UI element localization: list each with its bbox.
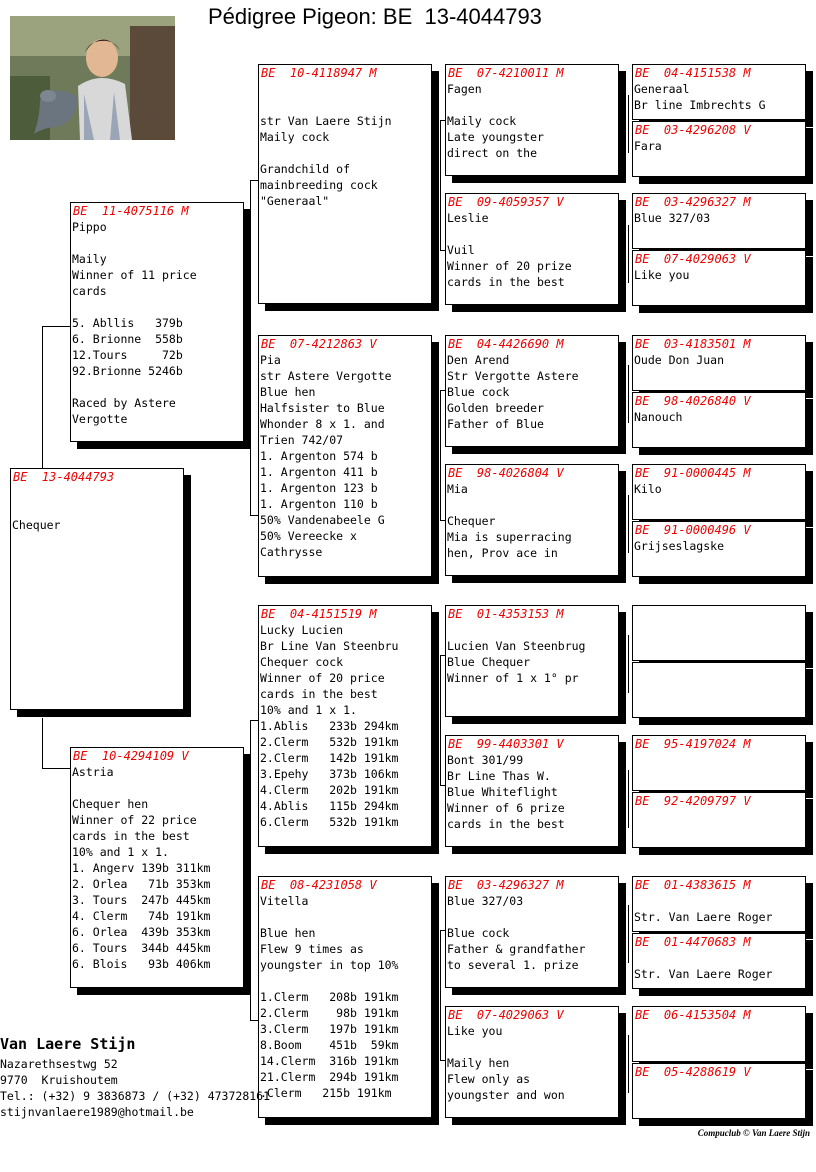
pigeon-card-gen3-4[interactable] [445, 464, 619, 576]
connector [628, 770, 629, 828]
note-line: cards in the best [260, 687, 378, 701]
note-line: mainbreeding cock [260, 178, 378, 192]
note-line: Maily cock [260, 130, 330, 144]
note-line [260, 145, 431, 161]
pigeon-notes [633, 210, 805, 226]
note-line: Father & grandfather [447, 942, 586, 956]
ring-number: BE 09-4059357 V [448, 195, 564, 209]
note-line: Blue cock [447, 926, 510, 940]
pigeon-notes [446, 1023, 618, 1103]
connector [440, 390, 441, 520]
ring-number: BE 07-4029063 V [448, 1008, 564, 1022]
pigeon-notes [633, 481, 805, 497]
connector [250, 180, 251, 515]
note-line: 6. Brionne 558b [72, 332, 183, 346]
note-line [634, 893, 805, 909]
ring-number: BE 11-4075116 M [73, 204, 189, 218]
pigeon-card-sire-dam[interactable] [258, 335, 432, 577]
note-line: 1. Angerv 139b 311km [72, 861, 211, 875]
note-line: Maily hen [447, 1056, 510, 1070]
ring-number: BE 08-4231058 V [261, 878, 377, 892]
owner-name: Van Laere Stijn [0, 1035, 136, 1053]
ring-number: BE 01-4383615 M [635, 878, 751, 892]
note-line [634, 950, 805, 966]
note-line: 1. Argenton 123 b [260, 481, 378, 495]
note-line [447, 909, 618, 925]
pigeon-card-gen4-3[interactable] [632, 193, 806, 249]
owner-phone: Tel.: (+32) 9 3836873 / (+32) 473728161 [0, 1089, 271, 1103]
note-line [260, 97, 431, 113]
pigeon-card-gen4-1[interactable] [632, 64, 806, 120]
note-line: Str. Van Laere Roger [634, 910, 773, 924]
note-line: Str. Van Laere Roger [634, 967, 773, 981]
note-line: hen, Prov ace in [447, 546, 558, 560]
pigeon-card-gen3-3[interactable] [445, 335, 619, 447]
pigeon-card-gen3-5[interactable] [445, 605, 619, 717]
note-line: Astria [72, 765, 114, 779]
ring-number: BE 10-4294109 V [73, 749, 189, 763]
ring-number [633, 663, 805, 679]
note-line: Winner of 6 prize [447, 801, 565, 815]
note-line: Chequer [447, 514, 496, 528]
pigeon-card-gen3-2[interactable] [445, 193, 619, 305]
note-line [447, 226, 618, 242]
pigeon-card-gen3-6[interactable] [445, 735, 619, 847]
note-line: 12.Tours 72b [72, 348, 183, 362]
note-line: Leslie [447, 211, 489, 225]
ring-number: BE 95-4197024 M [635, 737, 751, 751]
note-line: 2.Clerm 142b 191km [260, 751, 399, 765]
note-line: Flew only as [447, 1072, 531, 1086]
pigeon-notes [633, 81, 805, 113]
pigeon-card-subject[interactable] [10, 468, 184, 710]
note-line: 2.Clerm 98b 191km [260, 1006, 399, 1020]
pigeon-notes [71, 219, 243, 427]
note-line: 2.Clerm 532b 191km [260, 735, 399, 749]
note-line: Fagen [447, 82, 482, 96]
note-line: 21.Clerm 294b 191km [260, 1070, 399, 1084]
note-line: Fara [634, 139, 662, 153]
pigeon-notes [633, 950, 805, 982]
note-line: Blue 327/03 [447, 894, 524, 908]
note-line: Maily [72, 252, 107, 266]
note-line: cards in the best [447, 275, 565, 289]
note-line: Like you [634, 268, 690, 282]
note-line: youngster in top 10% [260, 958, 399, 972]
note-line: Blue hen [260, 926, 316, 940]
note-line: direct on the [447, 146, 538, 160]
connector [628, 1035, 629, 1093]
note-line: Halfsister to Blue [260, 401, 385, 415]
note-line [447, 497, 618, 513]
note-line: Winner of 1 x 1° pr [447, 671, 579, 685]
note-line [447, 1039, 618, 1055]
ring-number: BE 03-4296327 M [635, 195, 751, 209]
note-line: 1.Ablis 233b 294km [260, 719, 399, 733]
pigeon-card-gen4-5[interactable] [632, 335, 806, 391]
note-line: Whonder 8 x 1. and [260, 417, 385, 431]
connector [628, 225, 629, 283]
ring-number: BE 10-4118947 M [261, 66, 377, 80]
owner-city: 9770 Kruishoutem [0, 1073, 118, 1087]
connector [628, 635, 629, 693]
pigeon-card-gen4-13[interactable] [632, 876, 806, 932]
pigeon-notes [446, 752, 618, 832]
note-line [260, 909, 431, 925]
note-line: Lucien Van Steenbrug [447, 639, 586, 653]
note-line: 1. Argenton 110 b [260, 497, 378, 511]
note-line: Trien 742/07 [260, 433, 344, 447]
note-line: 92.Brionne 5246b [72, 364, 183, 378]
note-line [72, 299, 243, 315]
note-line: 5. Abllis 379b [72, 316, 183, 330]
note-line: 6. Blois 93b 406km [72, 957, 211, 971]
note-line: Chequer cock [260, 655, 344, 669]
ring-number [633, 606, 805, 622]
pigeon-card-dam-dam[interactable] [258, 876, 432, 1118]
note-line: 3.Epehy 373b 106km [260, 767, 399, 781]
note-line: Winner of 20 prize [447, 259, 572, 273]
note-line: Chequer [12, 518, 61, 532]
note-line: Kilo [634, 482, 662, 496]
note-line: 6. Tours 344b 445km [72, 941, 211, 955]
note-line: 50% Vandenabeele G [260, 513, 385, 527]
page-title: Pédigree Pigeon: BE 13-4044793 [208, 4, 542, 29]
note-line: Raced by Astere [72, 396, 176, 410]
pigeon-card-sire[interactable] [70, 202, 244, 442]
owner-email[interactable]: stijnvanlaere1989@hotmail.be [0, 1105, 194, 1119]
ring-number: BE 04-4151538 M [635, 66, 751, 80]
pigeon-card-gen4-9[interactable] [632, 605, 806, 661]
note-line: 10% and 1 x 1. [72, 845, 169, 859]
ring-number: BE 13-4044793 [13, 470, 115, 484]
note-line: Br Line Van Steenbru [260, 639, 399, 653]
ring-number: BE 05-4288619 V [635, 1065, 751, 1079]
note-line: 3. Tours 247b 445km [72, 893, 211, 907]
pigeon-card-gen4-4[interactable] [632, 250, 806, 306]
note-line: Grijseslagske [634, 539, 725, 553]
pigeon-notes [446, 622, 618, 686]
note-line: 1. Argenton 574 b [260, 449, 378, 463]
pigeon-notes [446, 481, 618, 561]
note-line: Cathrysse [260, 545, 323, 559]
note-line: Blue Chequer [447, 655, 531, 669]
note-line: to several 1. prize [447, 958, 579, 972]
pigeon-notes [633, 538, 805, 554]
note-line: cards in the best [72, 829, 190, 843]
ring-number: BE 04-4151519 M [261, 607, 377, 621]
note-line: Blue cock [447, 385, 510, 399]
pigeon-card-gen4-7[interactable] [632, 464, 806, 520]
pigeon-card-dam[interactable] [70, 747, 244, 988]
ring-number: BE 98-4026804 V [448, 466, 564, 480]
note-line [447, 622, 618, 638]
note-line: Den Arend [447, 353, 510, 367]
pigeon-card-gen3-1[interactable] [445, 64, 619, 176]
note-line: .Clerm 215b 191km [260, 1086, 392, 1100]
connector [628, 95, 629, 153]
pigeon-card-gen3-7[interactable] [445, 876, 619, 988]
ring-number: BE 92-4209797 V [635, 794, 751, 808]
note-line: 6. Orlea 439b 353km [72, 925, 211, 939]
ring-number: BE 06-4153504 M [635, 1008, 751, 1022]
note-line: Lucky Lucien [260, 623, 344, 637]
pigeon-card-gen4-11[interactable] [632, 735, 806, 791]
note-line: cards [72, 284, 107, 298]
note-line: Bont 301/99 [447, 753, 524, 767]
connector [42, 326, 71, 327]
note-line: Winner of 20 price [260, 671, 385, 685]
pigeon-notes [259, 81, 431, 209]
note-line: 6.Clerm 532b 191km [260, 815, 399, 829]
ring-number: BE 01-4470683 M [635, 935, 751, 949]
note-line: Blue hen [260, 385, 316, 399]
pigeon-notes [633, 893, 805, 925]
ring-number: BE 07-4210011 M [448, 66, 564, 80]
ring-number: BE 03-4296327 M [448, 878, 564, 892]
pigeon-card-gen4-12[interactable] [632, 792, 806, 848]
note-line: Grandchild of [260, 162, 351, 176]
connector [440, 120, 441, 250]
note-line: 4.Clerm 202b 191km [260, 783, 399, 797]
note-line: 8.Boom 451b 59km [260, 1038, 399, 1052]
note-line: Vitella [260, 894, 309, 908]
note-line [12, 501, 183, 517]
pigeon-card-gen4-2[interactable] [632, 121, 806, 177]
note-line: Winner of 22 price [72, 813, 197, 827]
pigeon-card-gen4-16[interactable] [632, 1063, 806, 1119]
pigeon-notes [259, 352, 431, 560]
note-line: Str Vergotte Astere [447, 369, 579, 383]
pigeon-notes [633, 138, 805, 154]
pigeon-notes [633, 409, 805, 425]
note-line: Mia is superracing [447, 530, 572, 544]
note-line: Nanouch [634, 410, 683, 424]
note-line: 50% Vereecke x [260, 529, 357, 543]
note-line: Flew 9 times as [260, 942, 364, 956]
connector [628, 905, 629, 963]
ring-number: BE 98-4026840 V [635, 394, 751, 408]
connector [440, 930, 441, 1060]
note-line: "Generaal" [260, 194, 330, 208]
note-line: cards in the best [447, 817, 565, 831]
note-line [260, 973, 431, 989]
note-line: Maily cock [447, 114, 517, 128]
note-line: Late youngster [447, 130, 544, 144]
note-line: 3.Clerm 197b 191km [260, 1022, 399, 1036]
note-line: Blue 327/03 [634, 211, 711, 225]
note-line [72, 780, 243, 796]
note-line: 4.Ablis 115b 294km [260, 799, 399, 813]
pigeon-owner-photo [10, 16, 175, 140]
pigeon-notes [633, 267, 805, 283]
note-line: Generaal [634, 82, 690, 96]
note-line: Br line Imbrechts G [634, 98, 766, 112]
pigeon-card-gen3-8[interactable] [445, 1006, 619, 1118]
connector [42, 768, 71, 769]
ring-number: BE 04-4426690 M [448, 337, 564, 351]
note-line: Blue Whiteflight [447, 785, 558, 799]
ring-number: BE 91-0000445 M [635, 466, 751, 480]
note-line: Mia [447, 482, 468, 496]
note-line: Chequer hen [72, 797, 149, 811]
note-line [12, 485, 183, 501]
pigeon-card-gen4-15[interactable] [632, 1006, 806, 1062]
pigeon-card-gen4-14[interactable] [632, 933, 806, 989]
pigeon-card-gen4-8[interactable] [632, 521, 806, 577]
pigeon-notes [259, 622, 431, 830]
note-line: Pippo [72, 220, 107, 234]
pigeon-notes [633, 352, 805, 368]
note-line: 1. Argenton 411 b [260, 465, 378, 479]
note-line: str Astere Vergotte [260, 369, 392, 383]
ring-number: BE 03-4183501 M [635, 337, 751, 351]
connector [628, 495, 629, 553]
note-line [72, 379, 243, 395]
pigeon-card-dam-sire[interactable] [258, 605, 432, 847]
pigeon-notes [259, 893, 431, 1101]
note-line [260, 81, 431, 97]
ring-number: BE 01-4353153 M [448, 607, 564, 621]
note-line: 14.Clerm 316b 191km [260, 1054, 399, 1068]
connector [42, 718, 43, 768]
note-line: Oude Don Juan [634, 353, 725, 367]
pigeon-notes [446, 81, 618, 161]
pigeon-notes [446, 210, 618, 290]
ring-number: BE 07-4212863 V [261, 337, 377, 351]
note-line: str Van Laere Stijn [260, 114, 392, 128]
note-line: Winner of 11 price [72, 268, 197, 282]
ring-number: BE 03-4296208 V [635, 123, 751, 137]
pigeon-card-sire-sire[interactable] [258, 64, 432, 304]
pigeon-card-gen4-10[interactable] [632, 662, 806, 718]
software-credit: Compuclub © Van Laere Stijn [697, 1128, 810, 1138]
connector [250, 720, 251, 1020]
pigeon-notes [11, 485, 183, 533]
note-line: Pia [260, 353, 281, 367]
note-line: 4. Clerm 74b 191km [72, 909, 211, 923]
pigeon-notes [446, 352, 618, 432]
note-line: Father of Blue [447, 417, 544, 431]
ring-number: BE 07-4029063 V [635, 252, 751, 266]
note-line: Like you [447, 1024, 503, 1038]
owner-address: Nazarethsestwg 52 [0, 1057, 118, 1071]
connector [42, 326, 43, 468]
connector [440, 655, 441, 785]
owner-info [0, 1034, 270, 1120]
note-line: youngster and won [447, 1088, 565, 1102]
connector [628, 365, 629, 423]
pigeon-card-gen4-6[interactable] [632, 392, 806, 448]
pigeon-notes [71, 764, 243, 972]
note-line [447, 97, 618, 113]
note-line: Vergotte [72, 412, 128, 426]
ring-number: BE 91-0000496 V [635, 523, 751, 537]
note-line: 2. Orlea 71b 353km [72, 877, 211, 891]
pigeon-notes [446, 893, 618, 973]
note-line [72, 235, 243, 251]
note-line: Golden breeder [447, 401, 544, 415]
note-line: 10% and 1 x 1. [260, 703, 357, 717]
note-line: Vuil [447, 243, 475, 257]
ring-number: BE 99-4403301 V [448, 737, 564, 751]
note-line: 1.Clerm 208b 191km [260, 990, 399, 1004]
note-line: Br Line Thas W. [447, 769, 551, 783]
